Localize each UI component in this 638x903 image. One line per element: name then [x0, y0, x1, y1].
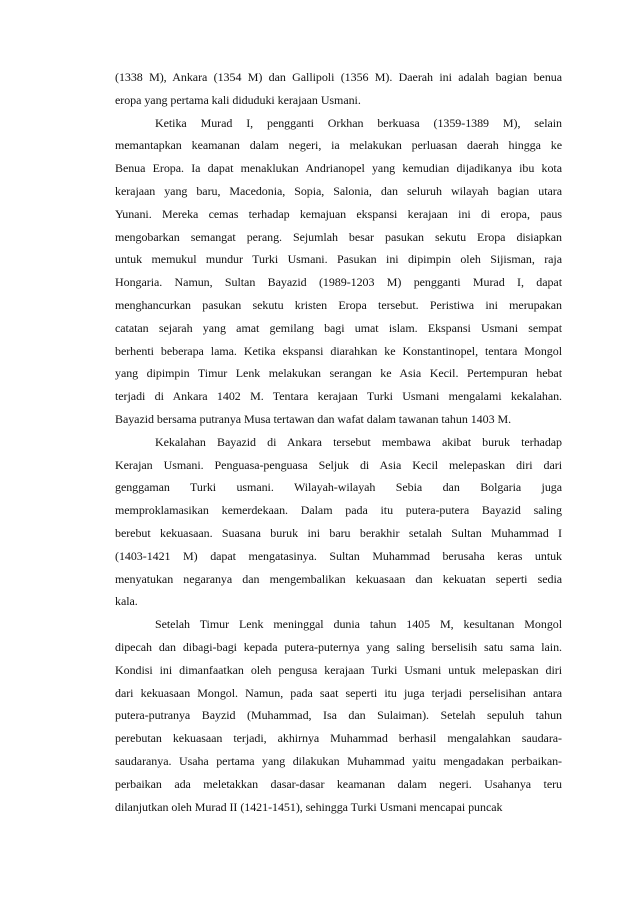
text-line: yang dipimpin Timur Lenk melakukan serangan ke Asia Kecil. Pertempuran hebat [115, 366, 562, 381]
text-line: mengobarkan semangat perang. Sejumlah besar pasukan sekutu Eropa disiapkan [115, 229, 562, 244]
text-line: dilanjutkan oleh Murad II (1421-1451), sehingga Turki Usmani mencapai puncak [115, 799, 503, 814]
text-line: Kerajan Usmani. Penguasa-penguasa Seljuk di Asia Kecil melepaskan diri dari [115, 457, 562, 472]
paragraph-2 [115, 112, 562, 431]
text-line: perbaikan ada meletakkan dasar-dasar keamanan dalam negeri. Usahanya teru [115, 776, 562, 791]
text-line: Yunani. Mereka cemas terhadap kemajuan ekspansi kerajaan ini di eropa, paus [115, 206, 562, 221]
text-line: genggaman Turki usmani. Wilayah-wilayah Sebia dan Bolgaria juga [115, 480, 562, 495]
text-line: menghancurkan pasukan sekutu kristen Eropa tersebut. Peristiwa ini merupakan [115, 297, 562, 312]
text-line: Ketika Murad I, pengganti Orkhan berkuasa (1359-1389 M), selain [155, 115, 562, 130]
paragraph-3 [115, 431, 562, 613]
text-line: perebutan kekuasaan terjadi, akhirnya Muhammad berhasil mengalahkan saudara- [115, 731, 562, 746]
text-line: dari kekuasaan Mongol. Namun, pada saat seperti itu juga terjadi perselisihan antara [115, 685, 562, 700]
text-line: (1403-1421 M) dapat mengatasinya. Sultan Muhammad berusaha keras untuk [115, 548, 562, 563]
text-line: menyatukan negaranya dan mengembalikan kekuasaan dan kekuatan seperti sedia [115, 571, 562, 586]
text-line: Hongaria. Namun, Sultan Bayazid (1989-1203 M) pengganti Murad I, dapat [115, 275, 562, 290]
text-line: Bayazid bersama putranya Musa tertawan dan wafat dalam tawanan tahun 1403 M. [115, 411, 512, 426]
text-line: terjadi di Ankara 1402 M. Tentara kerajaan Turki Usmani mengalami kekalahan. [115, 389, 562, 404]
text-line: berhenti beberapa lama. Ketika ekspansi diarahkan ke Konstantinopel, tentara Mongol [115, 343, 562, 358]
text-line: Kondisi ini dimanfaatkan oleh pengusa kerajaan Turki Usmani untuk melepaskan diri [115, 662, 562, 677]
text-line: memantapkan keamanan dalam negeri, ia melakukan perluasan daerah hingga ke [115, 138, 562, 153]
text-line: Setelah Timur Lenk meninggal dunia tahun 1405 M, kesultanan Mongol [155, 617, 562, 632]
text-line: eropa yang pertama kali diduduki kerajaan Usmani. [115, 92, 361, 107]
document-body [115, 66, 562, 818]
text-line: putera-putranya Bayzid (Muhammad, Isa dan Sulaiman). Setelah sepuluh tahun [115, 708, 562, 723]
text-line: saudaranya. Usaha pertama yang dilakukan Muhammad yaitu mengadakan perbaikan- [115, 753, 562, 768]
paragraph-1 [115, 66, 562, 112]
text-line: memproklamasikan kemerdekaan. Dalam pada itu putera-putera Bayazid saling [115, 503, 562, 518]
text-line: Benua Eropa. Ia dapat menaklukan Andrianopel yang kemudian dijadikanya ibu kota [115, 161, 562, 176]
text-line: berebut kekuasaan. Suasana buruk ini baru berakhir setalah Sultan Muhammad I [115, 525, 562, 540]
paragraph-4 [115, 613, 562, 818]
text-line: dipecah dan dibagi-bagi kepada putera-puternya yang saling berselisih satu sama lain. [115, 639, 562, 654]
text-line: kala. [115, 594, 138, 609]
text-line: kerajaan yang baru, Macedonia, Sopia, Salonia, dan seluruh wilayah bagian utara [115, 183, 562, 198]
text-line: Kekalahan Bayazid di Ankara tersebut membawa akibat buruk terhadap [155, 434, 562, 449]
text-line: catatan sejarah yang amat gemilang bagi umat islam. Ekspansi Usmani sempat [115, 320, 562, 335]
text-line: untuk memukul mundur Turki Usmani. Pasukan ini dipimpin oleh Sijisman, raja [115, 252, 562, 267]
text-line: (1338 M), Ankara (1354 M) dan Gallipoli (1356 M). Daerah ini adalah bagian benua [115, 70, 562, 84]
